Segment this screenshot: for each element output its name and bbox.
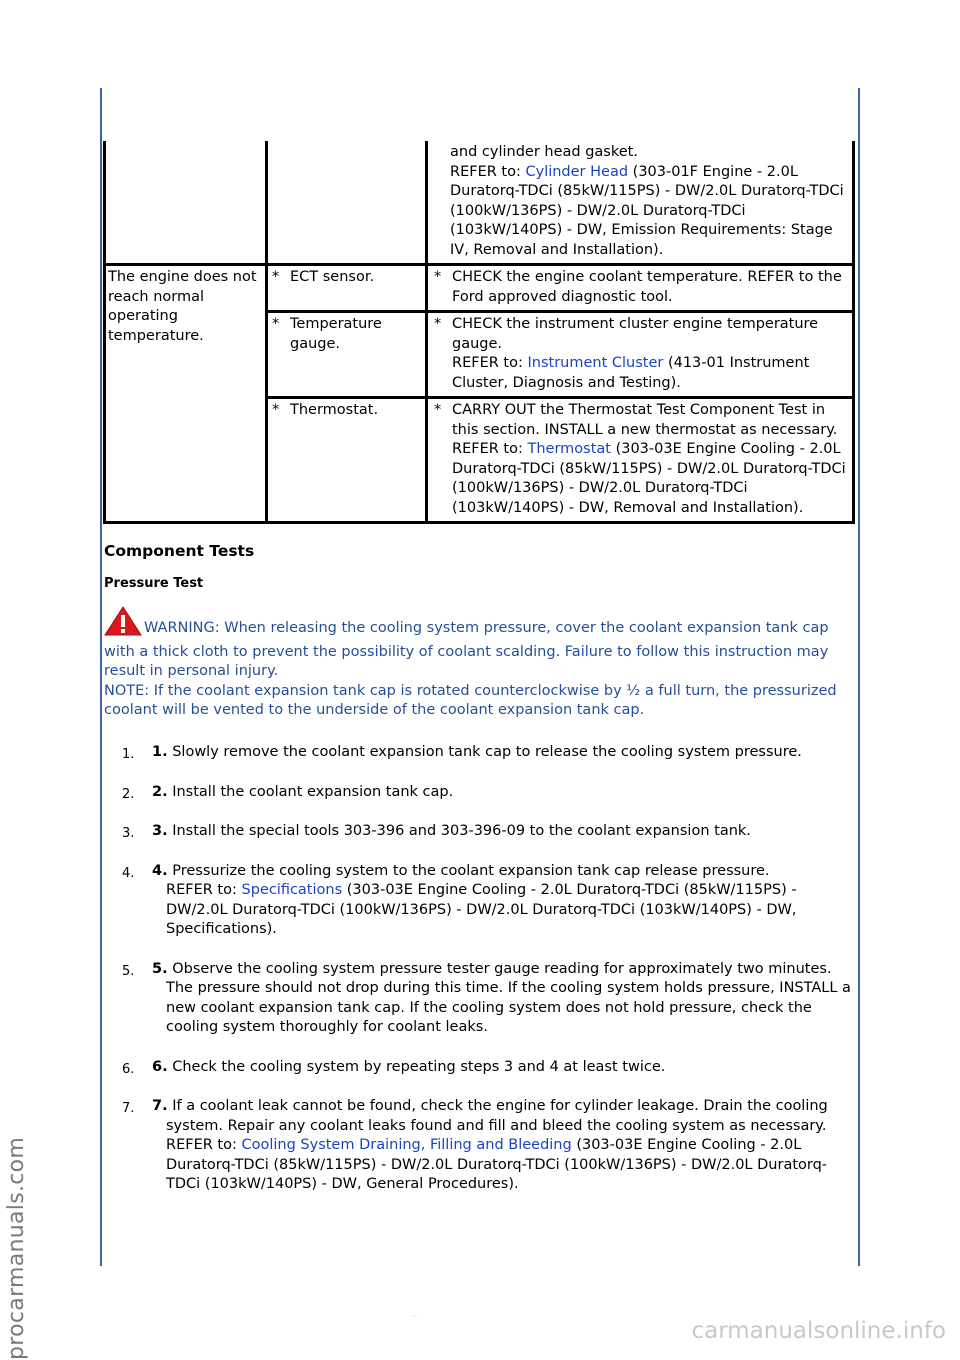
step-number: 3. xyxy=(122,826,135,841)
refer-detail: (413-01 Instrument Cluster, Diagnosis and Testing). xyxy=(452,355,810,391)
step-text: Pressurize the cooling system to the coolant expansion tank cap release pressure. xyxy=(172,862,770,879)
specifications-link[interactable]: Specifications xyxy=(241,882,343,898)
list-item xyxy=(104,960,856,1038)
step-bold-number: 6. xyxy=(152,1058,168,1075)
step-number: 4. xyxy=(122,865,135,881)
thermostat-link[interactable]: Thermostat xyxy=(527,441,611,457)
step-number: 6. xyxy=(122,1061,135,1077)
step-number: 1. xyxy=(122,747,135,762)
cylinder-head-link[interactable]: Cylinder Head xyxy=(525,163,629,180)
step-bold-number: 2. xyxy=(152,783,168,800)
warning-text: WARNING: When releasing the cooling system pressure, cover the coolant expansion tank cap with a thick cloth to prevent the possibility of coolant scalding. Failure to follow this instruction may result in personal injury. xyxy=(104,620,829,679)
refer-detail: (303-03E Engine Cooling - 2.0L Duratorq-TDCi (85kW/115PS) - DW/2.0L Duratorq-TDCi (100kW/136PS) - DW/2.0L Duratorq-TDCi (103kW/140PS) - DW, General Procedures). xyxy=(166,1137,828,1192)
left-margin-rule xyxy=(100,88,102,1266)
step-number: 5. xyxy=(122,963,135,979)
list-item xyxy=(104,862,856,940)
refer-label: REFER to: xyxy=(166,1137,237,1153)
cooling-system-draining-link[interactable]: Cooling System Draining, Filling and Bleeding xyxy=(241,1137,572,1153)
step-bold-number: 4. xyxy=(152,862,168,879)
bullet-star: * xyxy=(434,269,442,285)
step-number: 7. xyxy=(122,1101,135,1116)
action-text: CHECK the instrument cluster engine temperature gauge. xyxy=(452,316,819,352)
list-item xyxy=(104,1058,856,1078)
cause-cell xyxy=(267,141,427,265)
refer-detail: (303-01F Engine - 2.0L Duratorq-TDCi (85kW/115PS) - DW/2.0L Duratorq-TDCi (100kW/136PS) - DW/2.0L Duratorq-TDCi (103kW/140PS) - DW, Emission Requirements: Stage IV, Removal and Installation). xyxy=(450,163,844,258)
bullet-star: * xyxy=(272,269,280,285)
step-bold-number: 3. xyxy=(152,823,168,839)
bullet-star: * xyxy=(434,316,442,332)
subsection-heading: Pressure Test xyxy=(104,576,204,591)
condition-text: The engine does not reach normal operating temperature. xyxy=(108,269,257,344)
footer-page-number: ... xyxy=(410,1307,421,1320)
procedure-steps xyxy=(104,743,856,1195)
note-text: NOTE: If the coolant expansion tank cap is rotated counterclockwise by ½ a full turn, the pressurized coolant will be vented to the underside of the coolant expansion tank cap. xyxy=(104,682,837,718)
sidebar-watermark: procarmanuals.com xyxy=(4,1136,29,1360)
cause-text: Temperature gauge. xyxy=(290,316,382,352)
step-text: If a coolant leak cannot be found, check the engine for cylinder leakage. Drain the cooling system. Repair any coolant leaks found and fill and bleed the cooling system as necessary. xyxy=(166,1098,828,1134)
refer-label: REFER to: xyxy=(450,163,521,180)
step-text: Slowly remove the coolant expansion tank cap to release the cooling system pressure. xyxy=(172,744,802,760)
step-text: Check the cooling system by repeating steps 3 and 4 at least twice. xyxy=(172,1058,666,1075)
condition-cell xyxy=(105,141,267,265)
action-text: CHECK the engine coolant temperature. REFER to the Ford approved diagnostic tool. xyxy=(452,269,842,305)
step-text: Install the special tools 303-396 and 303-396-09 to the coolant expansion tank. xyxy=(172,823,751,839)
list-item xyxy=(104,1097,856,1195)
refer-label: REFER to: xyxy=(452,441,523,457)
action-text: and cylinder head gasket. xyxy=(450,144,638,160)
action-text: CARRY OUT the Thermostat Test Component Test in this section. INSTALL a new thermostat as necessary. xyxy=(452,402,838,438)
warning-icon xyxy=(104,606,142,643)
step-text: Observe the cooling system pressure tester gauge reading for approximately two minutes. The pressure should not drop during this time. If the cooling system holds pressure, INSTALL a new coolant expansion tank cap. If the cooling system does not hold pressure, check the cooling system thoroughly for coolant leaks. xyxy=(166,960,851,1035)
cause-cell xyxy=(267,398,427,523)
bullet-star: * xyxy=(272,316,280,332)
refer-label: REFER to: xyxy=(452,355,523,371)
warning-block xyxy=(104,606,850,721)
cause-text: ECT sensor. xyxy=(290,269,375,285)
cause-text: Thermostat. xyxy=(290,402,379,418)
diagnosis-table xyxy=(103,141,855,524)
instrument-cluster-link[interactable]: Instrument Cluster xyxy=(527,355,664,371)
action-cell xyxy=(427,265,854,312)
table-row xyxy=(105,141,854,265)
step-bold-number: 1. xyxy=(152,744,168,760)
right-margin-rule xyxy=(858,88,860,1266)
step-bold-number: 7. xyxy=(152,1098,168,1114)
bullet-star: * xyxy=(434,402,442,418)
step-number: 2. xyxy=(122,786,135,802)
action-cell xyxy=(427,312,854,398)
list-item xyxy=(104,822,856,842)
cause-cell xyxy=(267,265,427,312)
condition-cell xyxy=(105,265,267,523)
step-bold-number: 5. xyxy=(152,960,168,977)
action-cell xyxy=(427,141,854,265)
list-item xyxy=(104,743,856,763)
refer-detail: (303-03E Engine Cooling - 2.0L Duratorq-TDCi (85kW/115PS) - DW/2.0L Duratorq-TDCi (100kW/136PS) - DW/2.0L Duratorq-TDCi (103kW/140PS) - DW, Specifications). xyxy=(166,882,797,937)
refer-label: REFER to: xyxy=(166,882,237,898)
list-item xyxy=(104,783,856,803)
refer-detail: (303-03E Engine Cooling - 2.0L Duratorq-TDCi (85kW/115PS) - DW/2.0L Duratorq-TDCi (100kW/136PS) - DW/2.0L Duratorq-TDCi (103kW/140PS) - DW, Removal and Installation). xyxy=(452,441,846,516)
footer-watermark: carmanualsonline.info xyxy=(691,1318,946,1344)
section-heading: Component Tests xyxy=(104,542,255,560)
table-row xyxy=(105,265,854,312)
cause-cell xyxy=(267,312,427,398)
step-text: Install the coolant expansion tank cap. xyxy=(172,783,454,800)
action-cell xyxy=(427,398,854,523)
bullet-star: * xyxy=(272,402,280,418)
